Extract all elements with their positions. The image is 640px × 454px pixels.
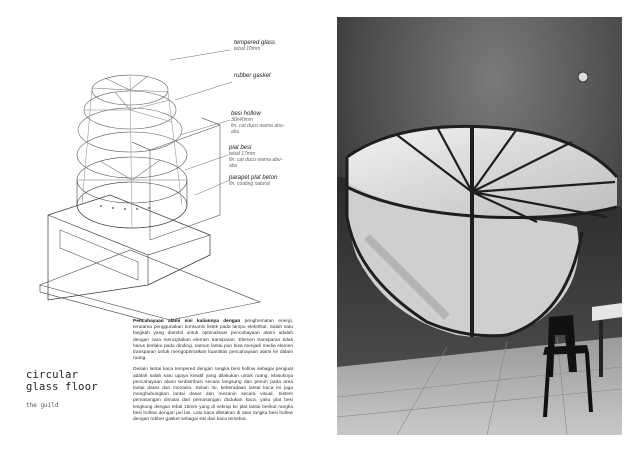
callout-head: tempered glass — [234, 40, 276, 46]
callout-besi-hollow — [231, 111, 284, 135]
callout-sub: 30x40mm — [231, 117, 253, 123]
firm-name: the guild — [26, 402, 59, 409]
callout-sub: abu — [231, 129, 240, 135]
callout-sub: fin. coating natural — [229, 181, 270, 187]
callout-sub: abu — [229, 163, 238, 169]
lead-text: Pencahayaan alami sisi kaliannya dengan — [133, 319, 241, 324]
callout-sub: tebal 10mm — [234, 46, 261, 52]
paragraph-2: Desain lantai kaca tempered dengan rangka besi hollow sebagai penguat adalah salah satu upaya kreatif yang dilakukan untuk ruang. Masuknya pencahayaan alami terdistribusi secara langsung dan penuh pada area lantai dasar dan mezanin. Selain itu, keberadaan lantai kaca ini juga menghubungkan lantai dasar dan mezanin secara visual. Sistem pemasangan dimulai dari pemasangan dudukan kaca, yaitu plat besi lengkung dengan tebal 15mm yang di sekrup ke plat lantai berikut rangka besi hollow dengan jari las. Lalu kaca diletakan di atas rangka besi hollow dengan rubber gasket sebagai sisi dari kaca tersebut. — [133, 367, 293, 423]
callout-rubber-gasket — [234, 73, 271, 79]
callout-tempered-glass — [234, 40, 275, 52]
callout-sub: tebal 17mm — [229, 151, 256, 157]
callout-head: rubber gasket — [234, 73, 271, 79]
title-line-1: circular — [26, 369, 79, 381]
paragraph-1 — [133, 319, 293, 362]
callout-head: parapet plat beton — [229, 175, 278, 181]
interior-photo — [337, 17, 622, 435]
callout-head: plat besi — [229, 145, 252, 151]
callout-sub: fin. cat duco warna abu- — [231, 123, 285, 129]
paragraph-1-text: penghematan energi, terutama penggunakan konsumsi listrik pada lampu elektrikal. Salah satu langkah yang diambil untuk optimalisasi pencahayaan alami adalah dengan cara menciptakan elemen transparan. Elemen transparan tidak harus berlaku pada dinding, namun lantai pun bisa menjadi media elemen transparan untuk mengoptimalkan kuantitas pencahayaan alami ke dalam ruang. — [133, 319, 293, 362]
callout-parapet-plat-beton — [229, 175, 277, 187]
callout-head: besi hollow — [231, 111, 261, 117]
body-text — [133, 319, 293, 428]
title-block — [26, 369, 136, 409]
callout-sub: fin. cat duco warna abu- — [229, 157, 283, 163]
callout-plat-besi — [229, 145, 282, 169]
title-line-2: glass floor — [26, 381, 98, 393]
